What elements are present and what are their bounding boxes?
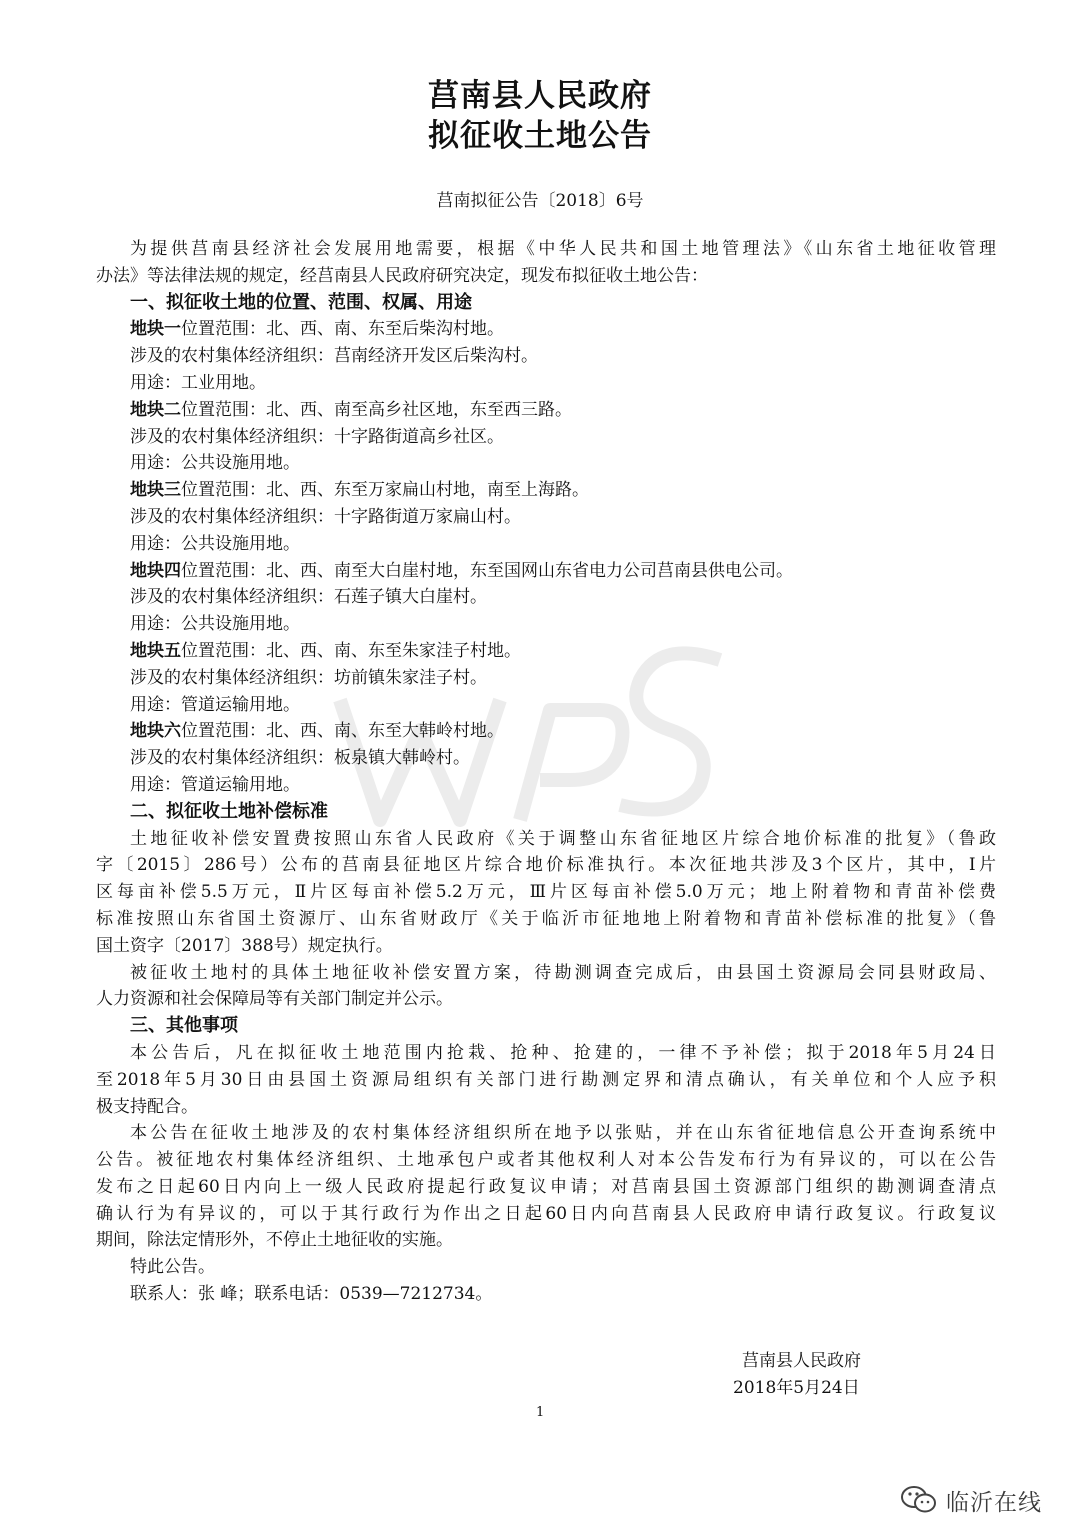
section3-text: 极支持配合。 [96,1096,198,1117]
section2-text: 区每亩补偿5.5万元，Ⅱ片区每亩补偿5.2万元，Ⅲ片区每亩补偿5.0万元；地上附着物和青苗补偿费 [96,882,996,903]
intro-line: 办法》等法律法规的规定，经莒南县人民政府研究决定，现发布拟征收土地公告： [96,265,708,286]
section2-text: 土地征收补偿安置费按照山东省人民政府《关于调整山东省征地区片综合地价标准的批复》（鲁政 [130,828,996,849]
notice-title-line1: 莒南县人民政府 [428,78,652,114]
plot-org: 涉及的农村集体经济组织：板泉镇大韩岭村。 [130,748,470,769]
wechat-account-name: 临沂在线 [946,1489,1042,1516]
section3-text: 期间，除法定情形外，不停止土地征收的实施。 [96,1230,453,1251]
plot-name: 地块五 [130,640,181,661]
section2-heading: 二、拟征收土地补偿标准 [130,800,328,822]
plot-org: 涉及的农村集体经济组织：坊前镇朱家洼子村。 [130,667,487,688]
plot-name: 地块六 [130,721,181,742]
plot-use: 用途：公共设施用地。 [130,453,300,474]
plot-use: 用途：管道运输用地。 [130,774,300,795]
section1-heading: 一、拟征收土地的位置、范围、权属、用途 [130,291,472,313]
contact-info: 联系人：张 峰；联系电话：0539—7212734。 [130,1284,493,1305]
section2-text: 标准按照山东省国土资源厅、山东省财政厅《关于临沂市征地地上附着物和青苗补偿标准的批复》（鲁 [96,908,996,929]
plot-location [96,558,996,585]
plot-name: 地块二 [130,399,181,420]
plot-location-text: 位置范围：北、西、南、东至朱家洼子村地。 [181,640,521,661]
intro-line: 为提供莒南县经济社会发展用地需要，根据《中华人民共和国土地管理法》《山东省土地征收管理 [130,239,996,259]
plot-name: 地块三 [130,480,181,501]
plot-org: 涉及的农村集体经济组织：莒南经济开发区后柴沟村。 [130,346,538,367]
plot-location-text: 位置范围：北、西、南、东至后柴沟村地。 [181,319,504,340]
document-number: 莒南拟征公告〔2018〕6号 [436,191,644,211]
section2-text: 字〔2015〕286号）公布的莒南县征地区片综合地价标准执行。本次征地共涉及3个区片，其中，Ⅰ片 [96,855,996,876]
wechat-account-badge[interactable] [900,1480,1042,1520]
plot-location-text: 位置范围：北、西、东至万家扁山村地，南至上海路。 [181,480,589,501]
plot-location-text: 位置范围：北、西、南至高乡社区地，东至西三路。 [181,399,572,420]
wechat-icon [900,1484,938,1516]
section3-heading: 三、其他事项 [130,1015,238,1037]
page-number: 1 [536,1405,545,1420]
signature-organization: 莒南县人民政府 [742,1351,861,1371]
plot-use: 用途：公共设施用地。 [130,614,300,635]
plot-use: 用途：工业用地。 [130,372,266,393]
plot-name: 地块四 [130,560,181,581]
plot-use: 用途：公共设施用地。 [130,533,300,554]
signature-date: 2018年5月24日 [733,1378,860,1398]
section3-text: 公告。被征地农村集体经济组织、土地承包户或者其他权利人对本公告发布行为有异议的，可以在公告 [96,1150,996,1171]
plot-location-text: 位置范围：北、西、南至大白崖村地，东至国网山东省电力公司莒南县供电公司。 [181,560,793,581]
plot-location [96,397,996,424]
plot-org: 涉及的农村集体经济组织：十字路街道万家扁山村。 [130,506,521,527]
notice-body [96,236,996,1308]
section3-text: 发布之日起60日内向上一级人民政府提起行政复议申请；对莒南县国土资源部门组织的勘测调查清点 [96,1176,996,1197]
section2-text: 国土资字〔2017〕388号）规定执行。 [96,935,393,956]
section3-text: 确认行为有异议的，可以于其行政行为作出之日起60日内向莒南县人民政府申请行政复议。行政复议 [96,1203,996,1224]
plot-use: 用途：管道运输用地。 [130,694,300,715]
notice-title-line2: 拟征收土地公告 [428,118,652,154]
plot-org: 涉及的农村集体经济组织：十字路街道高乡社区。 [130,426,504,447]
plot-name: 地块一 [130,319,181,340]
plot-location [96,718,996,745]
plot-location [96,316,996,343]
plot-location [96,638,996,665]
plot-location-text: 位置范围：北、西、南、东至大韩岭村地。 [181,721,504,742]
section3-text: 至2018年5月30日由县国土资源局组织有关部门进行勘测定界和清点确认，有关单位和个人应予积 [96,1069,996,1090]
plot-org: 涉及的农村集体经济组织：石莲子镇大白崖村。 [130,587,487,608]
section2-text: 人力资源和社会保障局等有关部门制定并公示。 [96,989,453,1010]
section3-text: 本公告在征收土地涉及的农村集体经济组织所在地予以张贴，并在山东省征地信息公开查询系统中 [130,1123,996,1144]
section2-text: 被征收土地村的具体土地征收补偿安置方案，待勘测调查完成后，由县国土资源局会同县财政局、 [130,962,996,983]
plot-location [96,477,996,504]
closing-text: 特此公告。 [130,1257,215,1278]
section3-text: 本公告后，凡在拟征收土地范围内抢栽、抢种、抢建的，一律不予补偿；拟于2018年5月24日 [130,1042,996,1063]
